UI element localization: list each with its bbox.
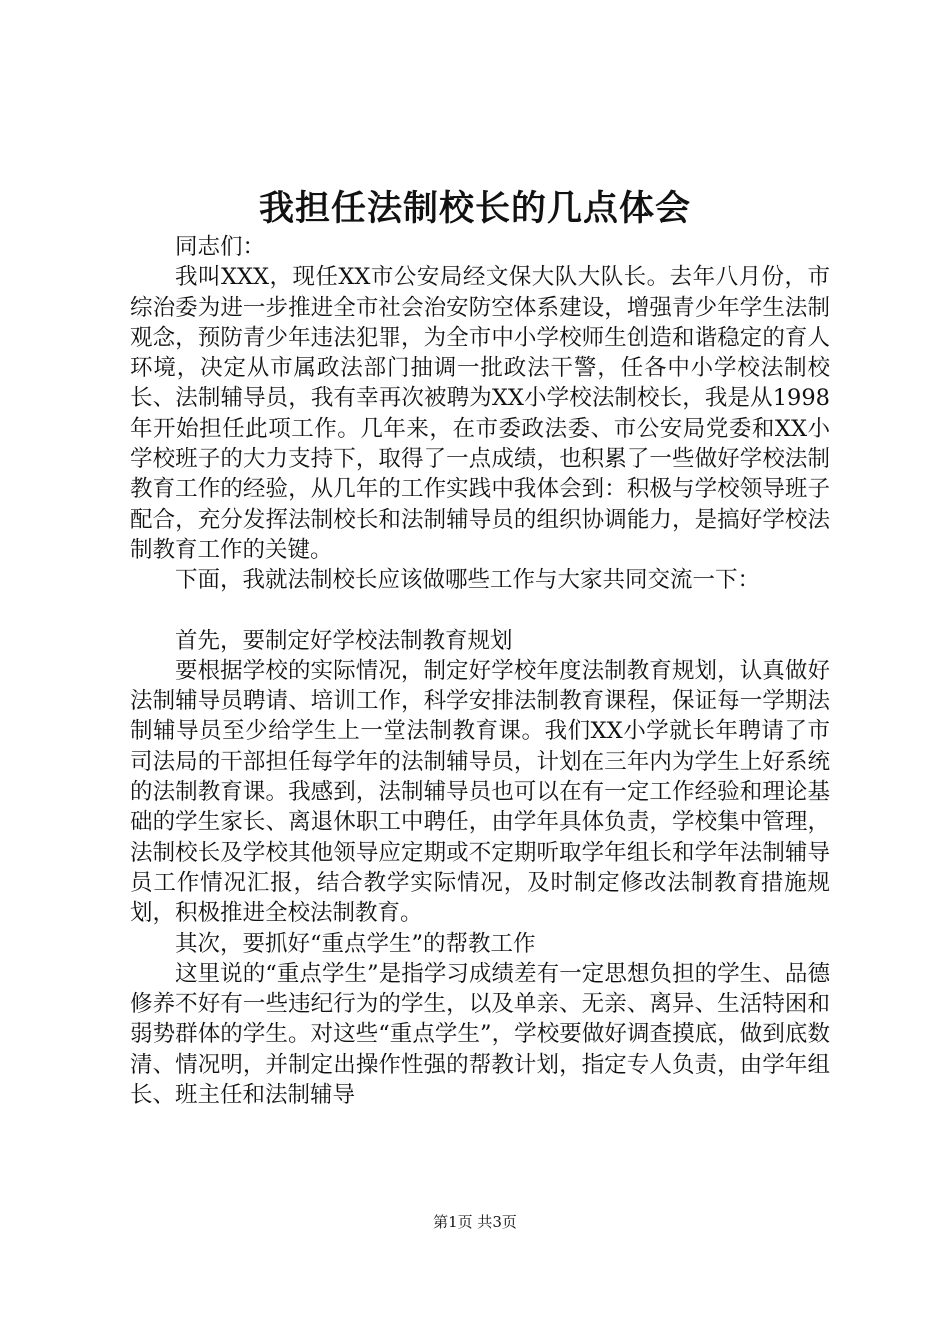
salutation: 同志们：: [175, 234, 266, 260]
page-number: 第1页 共3页: [433, 1213, 517, 1231]
paragraph-transition: 下面，我就法制校长应该做哪些工作与大家共同交流一下：: [175, 567, 761, 594]
section-heading-first: 首先，要制定好学校法制教育规划: [175, 627, 513, 654]
document-title: 我担任法制校长的几点体会: [258, 188, 691, 229]
section-heading-second: 其次，要抓好“重点学生”的帮教工作: [175, 930, 536, 957]
paragraph-second-section: 这里说的“重点学生”是指学习成绩差有一定思想负担的学生、品德修养不好有一些违纪行为的学生，以及单亲、无亲、离异、生活特困和弱势群体的学生。对这些“重点学生”，学校要做好调查摸底，做到底数清、情况明，并制定出操作性强的帮教计划，指定专人负责，由学年组长、班主任和法制辅导: [130, 960, 830, 1109]
paragraph-introduction: 我叫XXX，现任XX市公安局经文保大队大队长。去年八月份，市综治委为进一步推进全市社会治安防空体系建设，增强青少年学生法制观念，预防青少年违法犯罪，为全市中小学校师生创造和谐稳定的育人环境，决定从市属政法部门抽调一批政法干警，任各中小学校法制校长、法制辅导员，我有幸再次被聘为XX小学校法制校长，我是从1998年开始担任此项工作。几年来，在市委政法委、市公安局党委和XX小学校班子的大力支持下，取得了一点成绩，也积累了一些做好学校法制教育工作的经验，从几年的工作实践中我体会到：积极与学校领导班子配合，充分发挥法制校长和法制辅导员的组织协调能力，是搞好学校法制教育工作的关键。: [130, 264, 830, 563]
paragraph-first-section: 要根据学校的实际情况，制定好学校年度法制教育规划，认真做好法制辅导员聘请、培训工作，科学安排法制教育课程，保证每一学期法制辅导员至少给学生上一堂法制教育课。我们XX小学就长年聘请了市司法局的干部担任每学年的法制辅导员，计划在三年内为学生上好系统的法制教育课。我感到，法制辅导员也可以在有一定工作经验和理论基础的学生家长、离退休职工中聘任，由学年具体负责，学校集中管理，法制校长及学校其他领导应定期或不定期听取学年组长和学年法制辅导员工作情况汇报，结合教学实际情况，及时制定修改法制教育措施规划，积极推进全校法制教育。: [130, 657, 830, 927]
document-body: [130, 232, 830, 1110]
